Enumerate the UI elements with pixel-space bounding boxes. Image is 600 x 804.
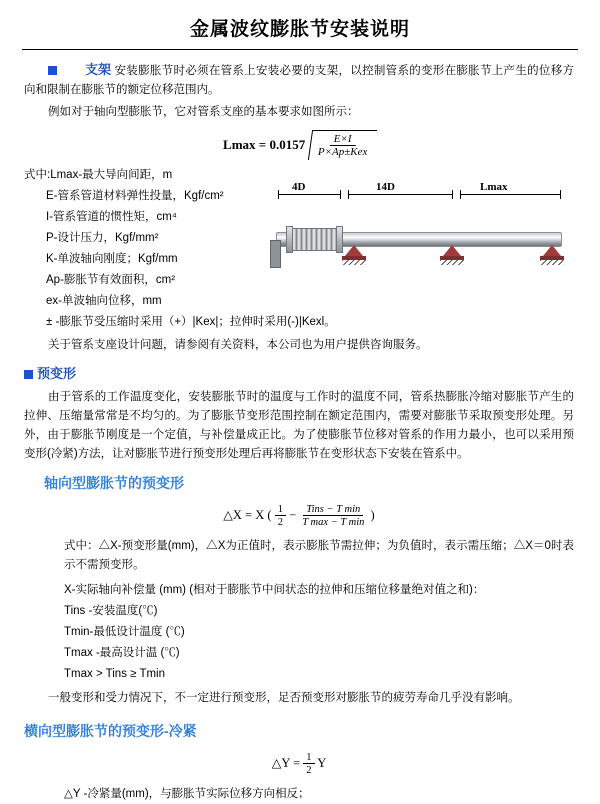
dim-tick-5 [460,190,461,199]
dim-line-lmax [460,194,560,195]
axial-where-intro: 式中：△X-预变形量(mm)，△X为正值时，表示膨胀节需拉伸；为负值时，表示需压缩；△X＝0时表示不需预变形。 [64,540,574,571]
lateral-equation-half [303,751,314,777]
blue-square-bullet-icon [48,66,57,75]
axial-item-tmax: Tmax -最高设计温 (℃) [64,647,180,659]
lateral-where: △Y -冷紧量(mm)，与膨胀节实际位移方向相反； [64,788,310,800]
temp-fraction-denominator: T max − T min [302,517,365,528]
figure-dimension-labels [268,178,568,194]
anchor-left [270,240,281,268]
support-triangle-icon [443,245,461,256]
square-root-icon [308,130,377,160]
legend-item-ap: Ap-膨胀节有效面积，cm² [46,274,176,286]
temp-fraction-numerator: Tins − T min [303,504,363,516]
legend-item-e: E-管系管道材料弹性投量，Kgf/cm² [46,190,224,202]
lateral-predeform-heading: 横向型膨胀节的预变形-冷紧 [24,723,197,739]
lateral-equation-lhs: △Y = [271,755,301,770]
document-page [0,14,600,800]
axial-equation-rhs: ) [370,507,375,522]
dim-label-14d: 14D [376,181,395,193]
legend-item-ex: ex-单波轴向位移，mm [46,295,162,307]
predeform-paragraph-1: 由于管系的工作温度变化，安装膨胀节时的温度与工作时的温度不同，管系热膨胀冷缩对膨胀节产生的拉伸、压缩量常常是不均匀的。为了膨胀节变形范围控制在额定范围内，需要对膨胀节采取预变形处理。另外，由于膨胀节刚度是一个定值，与补偿量成正比。为了使膨胀节位移对管系的作用力最小，也可以采用预变形(冷紧)方法，让对膨胀节进行预变形处理后再将膨胀节在变形状态下安装在管系中。 [24,391,574,460]
half-denominator: 2 [277,517,283,528]
predeform-heading: 预变形 [37,366,77,381]
half-numerator: 1 [303,752,314,764]
dim-line-14d [348,194,452,195]
lmax-formula-lhs: Lmax = 0.0157 [223,136,306,152]
bellows-cap-left [286,226,293,253]
support-triangle-icon [345,245,363,256]
support-spacing-figure [268,178,568,278]
legend-item-k: K-单波轴向刚度；Kgf/mm [46,253,178,265]
axial-item-x: X-实际轴向补偿量 (mm) (相对于膨胀节中间状态的拉伸和压缩位移量绝对值之和)： [64,584,485,596]
axial-equation-minus: − [289,507,297,522]
bracket-heading: 支架 [85,62,112,77]
predeform-heading-row [24,364,574,385]
dim-line-4d [278,194,340,195]
legend-item-lmax: 式中:Lmax-最大导向间距，m [24,169,173,181]
bracket-closing-paragraph: 关于管系支座设计问题，请参阅有关资料，本公司也为用户提供咨询服务。 [48,339,428,351]
axial-item-tmin: Tmin-最低设计温度 (℃) [64,626,185,638]
axial-predeform-heading: 轴向型膨胀节的预变形 [44,475,184,491]
axial-note: 一般变形和受力情况下，不一定进行预变形，足否预变形对膨胀节的疲劳寿命几乎没有影响。 [48,692,520,704]
support-hatch [440,260,464,265]
lmax-fraction-denominator: P×Ap±Kex [318,146,368,158]
lateral-equation-inner [272,751,326,777]
piping-drawing [268,212,568,274]
lmax-formula [24,130,574,160]
blue-square-bullet-icon [24,370,33,379]
bellows-expansion-joint [290,228,340,251]
lmax-fraction-numerator: E×I [330,133,356,146]
document-body [0,60,600,804]
half-denominator: 2 [306,765,312,776]
legend-item-sign: ± -膨胀节受压缩时采用（+）|Kex|；拉伸时采用(-)|Kexl。 [46,316,336,328]
dim-tick-6 [560,190,561,199]
dim-tick-1 [278,190,279,199]
axial-equation-half [275,503,286,529]
axial-item-range: Tmax > Tins ≥ Tmin [64,668,165,680]
lmax-formula-inner [223,130,375,160]
axial-predeform-equation [24,503,574,529]
title-divider [22,49,578,50]
support-3 [540,245,564,261]
half-numerator: 1 [275,504,286,516]
support-hatch [342,260,366,265]
bracket-section-intro [24,60,574,100]
bracket-paragraph-2: 例如对于轴向型膨胀节，它对管系支座的基本要求如图所示： [48,106,359,118]
axial-equation-inner [223,503,374,529]
dim-label-4d: 4D [292,181,306,193]
dim-tick-3 [348,190,349,199]
legend-item-p: P-设计压力，Kgf/mm² [46,232,159,244]
support-triangle-icon [543,245,561,256]
page-title: 金属波纹膨胀节安装说明 [189,19,410,40]
lateral-equation-rhs: Y [317,755,327,770]
support-hatch [540,260,564,265]
axial-item-tins: Tins -安装温度(℃) [64,605,158,617]
axial-equation-temp-fraction [299,503,367,529]
lateral-predeform-equation [24,751,574,777]
dim-tick-2 [340,190,341,199]
lmax-fraction [314,133,372,159]
dim-tick-4 [452,190,453,199]
axial-equation-lhs: △X = X ( [223,507,272,522]
dim-label-lmax: Lmax [480,181,508,193]
support-2 [440,245,464,261]
legend-item-i: I-管系管道的惯性矩，cm⁴ [46,211,177,223]
bracket-paragraph-1: 安装膨胀节时必须在管系上安装必要的支架，以控制管系的变形在膨胀节上产生的位移方向和限制在膨胀节的额定位移范围内。 [24,65,574,96]
support-1 [342,245,366,261]
